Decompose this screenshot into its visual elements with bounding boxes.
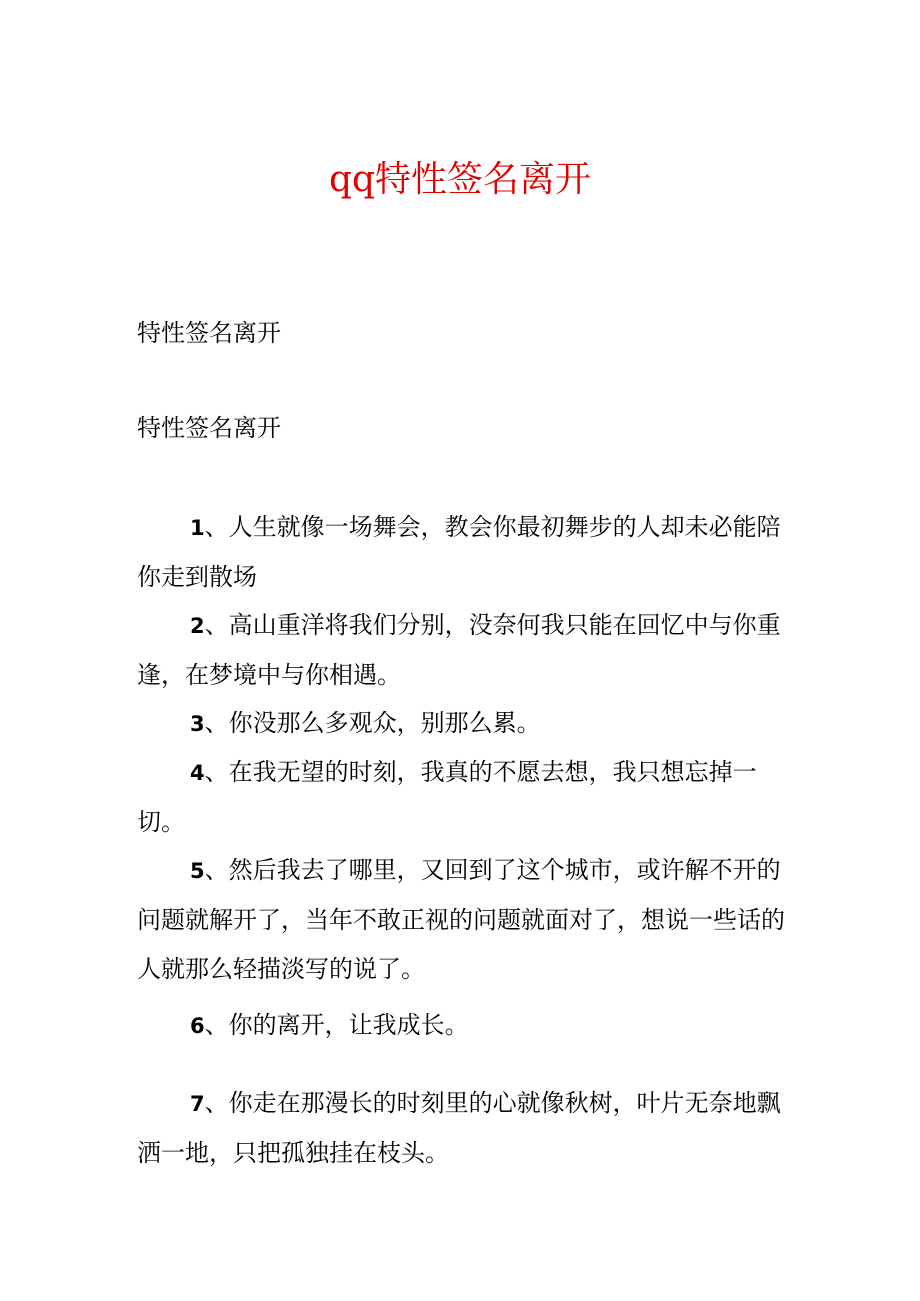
subheading: 特性签名离开: [137, 319, 281, 347]
item-number: 3: [190, 712, 205, 736]
item-number: 1: [190, 516, 205, 540]
item-text: 在我无望的时刻，我真的不愿去想，我只想忘掉一切。: [137, 758, 757, 836]
subheading: 特性签名离开: [137, 414, 281, 442]
item-separator: 、: [204, 1011, 229, 1039]
list-item: [137, 1001, 787, 1051]
item-number: 2: [190, 614, 205, 638]
list-item: [137, 748, 787, 847]
item-number: 6: [190, 1014, 205, 1038]
list-item: [137, 601, 787, 700]
list-item: [137, 503, 787, 602]
item-text: 人生就像一场舞会，教会你最初舞步的人却未必能陪你走到散场: [137, 513, 781, 591]
item-text: 你没那么多观众，别那么累。: [228, 709, 541, 737]
list-item: [137, 1079, 787, 1178]
item-text: 你走在那漫长的时刻里的心就像秋树，叶片无奈地飘洒一地，只把孤独挂在枝头。: [137, 1089, 781, 1167]
list-item: [137, 699, 787, 749]
item-separator: 、: [204, 856, 229, 884]
item-separator: 、: [204, 611, 229, 639]
item-text: 你的离开，让我成长。: [228, 1011, 469, 1039]
item-text: 高山重洋将我们分别，没奈何我只能在回忆中与你重逢，在梦境中与你相遇。: [137, 611, 781, 689]
item-separator: 、: [204, 513, 229, 541]
list-item: [137, 846, 787, 994]
item-separator: 、: [204, 1089, 229, 1117]
item-separator: 、: [204, 758, 229, 786]
item-number: 7: [190, 1092, 205, 1116]
item-separator: 、: [204, 709, 229, 737]
item-number: 5: [190, 859, 205, 883]
item-text: 然后我去了哪里，又回到了这个城市，或许解不开的问题就解开了，当年不敢正视的问题就面对了，想说一些话的人就那么轻描淡写的说了。: [137, 856, 785, 983]
item-number: 4: [190, 761, 205, 785]
document-title: qq特性签名离开: [328, 159, 592, 200]
